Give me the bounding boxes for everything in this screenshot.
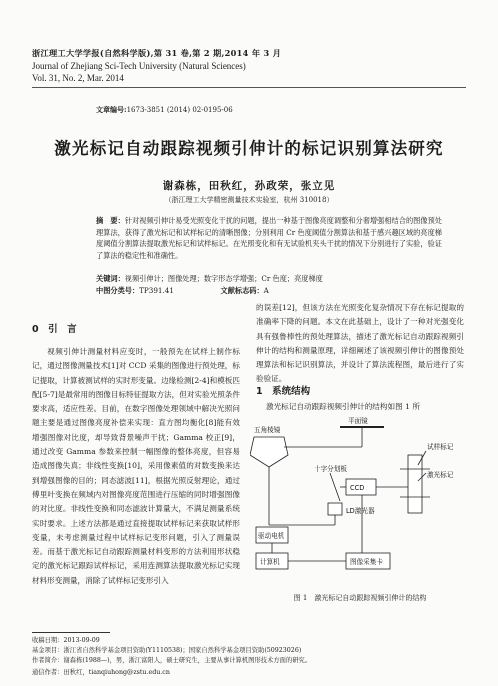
label-flat-mirror: 平面镜 (348, 417, 368, 425)
abstract: 摘 要：针对视频引伸计易受光照变化干扰的问题，提出一种基于图像亮度调整和分奢增强相结合的图像预处理算法，获得了激光标记和试样标记的清晰图像；分别利用 Cr 色度阈值分割算法和基于感兴趣区域的亮度梯度阈值分割算法提取激光标记和试样标记。在光照变化和有无试验机夹头干扰的情况下分别进行了实验，验证了算法的稳定性和准确性。 (96, 216, 442, 260)
footnote-fund: 基金项目：浙江省自然科学基金项目资助(Y1110538)；国家自然科学基金项目资助(50923026) (32, 647, 302, 654)
figure-caption: 图 1 激光标记自动跟踪视频引伸计的结构 (293, 594, 427, 602)
label-beam-splitter: 十字分划板 (314, 465, 347, 473)
paper-title: 激光标记自动跟踪视频引伸计的标记识别算法研究 (54, 139, 444, 158)
specimen-shape (408, 455, 422, 513)
header-rule (32, 87, 466, 88)
label-laser-mark: 激光标记 (427, 471, 454, 479)
figure-intro-text: 激光标记自动跟踪视频引伸计的结构如图 1 所 (266, 402, 420, 411)
label-ccd: CCD (350, 484, 365, 492)
intro-continued: 的误差[12]，但该方法在光照变化复杂情况下存在标记提取的准确率下降的问题。本文在此基础上，设计了一种对光强变化具有强鲁棒性的预处理算法，描述了激光标记自动跟踪视频引伸计的结构和测量原理，详细阐述了该视频引伸计的图像预处理算法和标记识别算法，并设计了算法流程图，最后进行了实验验证。 (256, 303, 464, 384)
label-ld-laser: LD激光器 (346, 507, 375, 515)
journal-header-cn: 浙江理工大学学报(自然科学版),第 31 卷,第 2 期,2014 年 3 月 (32, 48, 282, 58)
section-heading-intro: 0 引 言 (32, 324, 77, 335)
affiliation: （浙江理工大学精密测量技术实验室，杭州 310018） (164, 196, 334, 204)
section-heading-structure: 1 系统结构 (256, 386, 311, 397)
footnote-received: 收稿日期：2013-09-09 (32, 637, 100, 644)
journal-volume: Vol. 31, No. 2, Mar. 2014 (32, 73, 124, 83)
right-column-body (256, 301, 464, 387)
ld-laser-shape (328, 503, 342, 515)
structure-diagram (250, 415, 466, 587)
label-computer: 计算机 (260, 558, 280, 566)
authors: 谢森栋，田秋红，孙政荣，张立见 (162, 180, 336, 192)
intro-paragraph: 视频引伸计测量材料应变时，一般预先在试样上制作标记，通过图像测量技术[1]对 CCD 采集的图像进行预处理，标记提取，计算被测试样的实时形变量。边缘检测[2-4]和模板匹配[5-7]是最常用的图像目标特征提取方法，但对实验光照条件要求高，适应性差。目前，在数字图像处理领域中解决光照问题主要是通过图像亮度补偿来实现：直方图均衡化[8]能有效增强图像对比度，却导致背景噪声干扰；Gamma 校正[9]，通过改变 Gamma 参数来控制一幅图像的整体亮度，但容易造成图像失真；非线性变换[10]，采用像素值的对数变换来达到增强图像的目的；同态滤波[11]，根据光照反射理论，通过傅里叶变换在频域内对图像亮度范围进行压缩的同时增强图像的对比度。非线性变换和同态滤波计算量大，不满足测量系统实时要求。上述方法都是通过直接提取试样标记来获取试样形变量，未考虑测量过程中试样标记变形问题，引入了测量误差。而基于激光标记自动跟踪测量材料变形的方法利用形状稳定的激光标记跟踪试样标记，采用连测算法提取激光标记实现材料形变测量，消除了试样标记变形引入 (32, 347, 240, 585)
label-specimen-mark: 试样标记 (427, 443, 454, 451)
label-capture-card: 图像采集卡 (350, 558, 383, 566)
footnote-rule (32, 632, 110, 633)
label-driver: 驱动电机 (258, 532, 285, 540)
pentaprism-shape (250, 437, 288, 467)
footnote-contact: 通信作者：田秋红，tianqiuhong@zstu.edu.cn (32, 669, 170, 676)
label-pentaprism: 五角棱镜 (254, 426, 281, 434)
journal-header-en: Journal of Zhejiang Sci-Tech University (Natural Sciences) (32, 61, 246, 71)
classification: 中图分类号：TP391.41 文献标志码：A (96, 286, 269, 295)
keywords: 关键词：视频引伸计；图像处理；数字形态学增强；Cr 色度；亮度梯度 (96, 274, 323, 283)
left-column-body (32, 345, 240, 588)
footnote-author: 作者简介：谢森栋(1988—)，男，浙江富阳人，硕士研究生，主要从事计算机图形技术方面的研究。 (32, 657, 312, 664)
article-number: 文章编号:1673-3851 (2014) 02-0195-06 (96, 105, 233, 114)
